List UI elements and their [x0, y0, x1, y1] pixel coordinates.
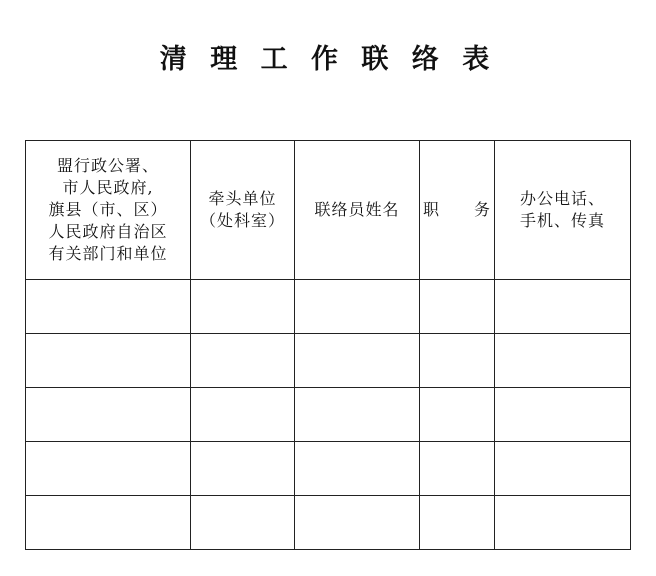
contact-table: [25, 140, 631, 550]
header-units-label: 盟行政公署、 市人民政府, 旗县（市、区） 人民政府自治区 有关部门和单位: [48, 156, 168, 263]
table-cell[interactable]: [420, 442, 495, 496]
table-cell[interactable]: [191, 496, 295, 550]
table-cell[interactable]: [420, 388, 495, 442]
table-cell[interactable]: [495, 388, 631, 442]
header-phone: [495, 141, 631, 280]
table-cell[interactable]: [191, 280, 295, 334]
header-phone-label: 办公电话、 手机、传真: [519, 189, 605, 230]
header-contact-name-label: 联络员姓名: [314, 200, 400, 219]
header-lead-unit: [191, 141, 295, 280]
header-units: [26, 141, 191, 280]
table-cell[interactable]: [295, 442, 420, 496]
table-cell[interactable]: [295, 334, 420, 388]
header-position: [420, 141, 495, 280]
header-contact-name: [295, 141, 420, 280]
table-row: [26, 496, 631, 550]
table-cell[interactable]: [295, 496, 420, 550]
table-cell[interactable]: [420, 496, 495, 550]
table-cell[interactable]: [295, 388, 420, 442]
table-cell[interactable]: [495, 334, 631, 388]
table-cell[interactable]: [191, 334, 295, 388]
table-cell[interactable]: [420, 334, 495, 388]
header-lead-unit-label: 牵头单位 （处科室）: [199, 189, 285, 230]
table-cell[interactable]: [495, 280, 631, 334]
table-cell[interactable]: [495, 442, 631, 496]
table-row: [26, 442, 631, 496]
table-row: [26, 280, 631, 334]
table-cell[interactable]: [420, 280, 495, 334]
table-cell[interactable]: [26, 442, 191, 496]
table-cell[interactable]: [26, 388, 191, 442]
table-cell[interactable]: [295, 280, 420, 334]
table-cell[interactable]: [191, 442, 295, 496]
table-cell[interactable]: [495, 496, 631, 550]
table-cell[interactable]: [26, 280, 191, 334]
table-row: [26, 388, 631, 442]
document-title: 清 理 工 作 联 络 表: [159, 44, 497, 75]
table-row: [26, 334, 631, 388]
table-cell[interactable]: [26, 496, 191, 550]
table-header-row: [26, 141, 631, 280]
table-cell[interactable]: [191, 388, 295, 442]
header-position-label: 职 务: [422, 200, 491, 219]
table-cell[interactable]: [26, 334, 191, 388]
